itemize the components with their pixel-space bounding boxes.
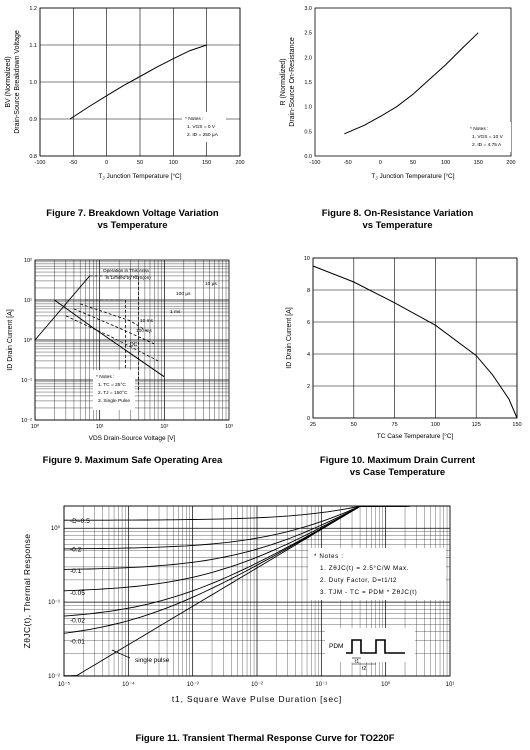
figure-7-svg <box>0 0 265 200</box>
y-axis-label: ID Drain Current [A] <box>286 307 293 369</box>
x-tick-label: 10⁰ <box>381 682 391 688</box>
y-tick-label: 10¹ <box>24 298 32 304</box>
y-tick-label: 10⁰ <box>50 526 60 533</box>
x-tick-label: -50 <box>343 160 352 166</box>
notes-title: * Notes : <box>96 375 115 380</box>
y-tick-label: 4 <box>306 352 310 358</box>
notes-line-2: 2. TJ = 150°C <box>98 391 128 396</box>
figure-8 <box>265 0 530 240</box>
x-label-part: Junction Temperature [°C] <box>104 173 182 180</box>
x-tick-label: -100 <box>309 160 321 166</box>
y-tick-label: 10⁻² <box>48 674 60 680</box>
y-tick-label: 2 <box>306 384 310 390</box>
y-tick-label: 0.8 <box>29 154 37 160</box>
y-tick-label: 10 <box>303 256 310 262</box>
figure-10-svg <box>265 250 530 450</box>
y-tick-label: 8 <box>306 288 310 294</box>
y-tick-label: 6 <box>306 320 310 326</box>
notes-line-1: 1. VGS = 0 V <box>187 125 216 130</box>
figure-10-caption-line1: Figure 10. Maximum Drain Current <box>319 455 476 466</box>
y-axis-label <box>5 56 12 107</box>
curve-label: -D=0.5 <box>70 517 90 525</box>
x-tick-label: 150 <box>202 160 212 166</box>
figure-8-caption <box>265 208 530 232</box>
figure-9-caption <box>0 455 265 467</box>
notes-title: * Notes : <box>470 127 489 132</box>
y-tick-label: 10² <box>24 258 32 264</box>
figure-7-caption-line1: Figure 7. Breakdown Voltage Variation <box>46 208 219 219</box>
x-tick-label: 75 <box>391 422 398 428</box>
x-tick-label: 10⁻⁵ <box>57 682 71 688</box>
x-tick-label: 10⁻³ <box>186 682 199 688</box>
x-tick-label: 150 <box>512 422 522 428</box>
y-label-part: (Normalized) <box>280 58 287 101</box>
figure-7-caption-line2: vs Temperature <box>97 220 168 231</box>
figure-11-caption <box>0 733 530 745</box>
x-tick-label: 10⁻¹ <box>315 682 328 688</box>
x-axis-label <box>371 172 454 181</box>
notes-line-1: 1. VGS = 10 V <box>472 135 503 140</box>
x-axis-label: t1, Square Wave Pulse Duration [sec] <box>171 694 343 704</box>
y-axis-label-line2: Drain-Source On-Resistance <box>289 37 296 127</box>
pulse-label-t1: t1 <box>355 659 360 665</box>
y-tick-label: 0 <box>306 416 310 422</box>
x-tick-label: 100 <box>168 160 178 166</box>
curve-label: -0.01 <box>70 638 85 646</box>
y-tick-label: 0.5 <box>304 129 312 136</box>
figure-8-caption-line1: Figure 8. On-Resistance Variation <box>321 208 474 219</box>
y-label-part: BV <box>5 98 12 108</box>
x-axis-label <box>98 172 181 181</box>
label-100us: 100 μs <box>176 292 191 297</box>
figure-10-caption <box>265 455 530 479</box>
x-label-sub: J <box>102 175 105 181</box>
figure-7 <box>0 0 265 240</box>
y-axis-label <box>280 58 287 105</box>
y-tick-label: 1.0 <box>304 104 312 111</box>
x-tick-label: 50 <box>136 160 144 166</box>
x-tick-label: 50 <box>409 160 417 166</box>
x-tick-label: 10² <box>160 424 169 430</box>
y-tick-label: 0.0 <box>304 154 312 160</box>
y-tick-label: 1.2 <box>29 6 37 12</box>
y-label-part: (Normalized) <box>5 56 12 99</box>
y-tick-label: 10⁻² <box>21 418 32 424</box>
x-label-part: T <box>98 173 103 180</box>
label-dc: DC <box>130 342 138 348</box>
curve-label: -0.02 <box>70 617 85 625</box>
x-tick-label: 10¹ <box>95 424 104 430</box>
x-tick-label: 10¹ <box>445 682 455 688</box>
notes-line-2: 2. ID = 4.75 A <box>472 143 502 148</box>
x-axis-label: VDS Drain-Source Voltage [V] <box>88 435 176 442</box>
figure-7-caption <box>0 208 265 232</box>
x-tick-label: 100 <box>430 422 440 428</box>
curve-label: -0.05 <box>70 589 85 597</box>
soa-curve <box>74 309 154 344</box>
x-tick-label: 10⁻⁴ <box>122 682 135 688</box>
data-line <box>344 33 478 134</box>
pulse-label-pdm: PDM <box>329 643 344 650</box>
notes-title: * Notes : <box>314 553 344 560</box>
plot-frame <box>313 258 517 418</box>
curve-label: -0.2 <box>70 546 82 554</box>
y-label-part: R <box>280 100 287 106</box>
notes-line-1: 1. TC = 25°C <box>98 383 126 388</box>
figure-9-caption-line1: Figure 9. Maximum Safe Operating Area <box>42 455 223 466</box>
notes-line-1: 1. ZθJC(t) = 2.5°C/W Max. <box>320 565 410 572</box>
label-10us: 10 μs <box>205 282 217 287</box>
y-tick-label: 2.0 <box>304 55 312 62</box>
single-pulse-leader <box>112 650 130 658</box>
notes-title: * Notes : <box>185 117 204 122</box>
y-tick-label: 1.1 <box>29 43 37 49</box>
y-tick-label: 1.5 <box>304 80 312 86</box>
figure-8-svg <box>265 0 530 200</box>
y-tick-label: 0.9 <box>29 117 37 123</box>
x-tick-label: 200 <box>506 160 516 166</box>
annotation-operation: Operation in This Area <box>103 268 149 273</box>
notes-line-3: 3. Single Pulse <box>98 399 130 404</box>
label-100ms: 100 ms <box>136 329 152 334</box>
x-tick-label: -100 <box>34 160 46 166</box>
x-tick-label: 10⁰ <box>30 424 40 430</box>
x-label-part: T <box>371 173 376 180</box>
y-tick-label: 1.0 <box>29 80 37 86</box>
x-tick-label: 150 <box>473 160 483 166</box>
x-tick-label: 100 <box>441 160 451 166</box>
notes-line-2: 2. ID = 250 μA <box>187 133 218 138</box>
x-tick-label: 50 <box>350 422 357 428</box>
y-tick-label: 10⁻¹ <box>48 600 60 607</box>
y-tick-label: 10⁻¹ <box>21 378 32 384</box>
notes-line-3: 3. TJM - TC = PDM * ZθJC(t) <box>320 589 418 596</box>
figure-11-caption-line1: Figure 11. Transient Thermal Response Curve for TO220F <box>135 733 395 744</box>
y-tick-label: 10⁰ <box>23 338 32 344</box>
curve-label-single-pulse: single pulse <box>135 657 170 664</box>
figure-9 <box>0 250 265 475</box>
notes-line-2: 2. Duty Factor, D=t1/t2 <box>320 577 397 584</box>
x-tick-label: 10⁻² <box>251 682 263 688</box>
y-axis-label: ZθJC(t), Thermal Response <box>22 533 32 649</box>
annotation-limited: is Limited by RDS(on) <box>106 275 151 280</box>
y-axis-label: ID Drain Current [A] <box>7 309 14 371</box>
y-tick-label: 3.0 <box>304 6 312 12</box>
pulse-label-t2: t2 <box>362 666 367 672</box>
x-tick-label: 10³ <box>225 424 233 430</box>
x-label-part: Junction Temperature [°C] <box>377 173 455 180</box>
x-tick-label: 125 <box>471 422 481 428</box>
y-axis-label-line2: Drain-Source Breakdown Voltage <box>14 30 21 134</box>
x-tick-label: 0 <box>378 160 382 166</box>
x-tick-label: 0 <box>105 160 109 166</box>
x-tick-label: 25 <box>309 422 317 428</box>
soa-curve <box>55 300 165 377</box>
rds-limit-line <box>35 276 90 340</box>
figure-11 <box>0 490 530 750</box>
y-tick-label: 2.5 <box>304 30 312 37</box>
figure-11-svg <box>0 490 530 722</box>
curve-label: -0.1 <box>70 567 82 575</box>
x-label-sub: J <box>375 175 378 181</box>
x-tick-label: 200 <box>235 160 245 166</box>
x-tick-label: -50 <box>69 160 78 166</box>
figure-10 <box>265 250 530 480</box>
data-line <box>313 266 517 418</box>
label-10ms: 10 ms <box>140 319 154 324</box>
figure-8-caption-line2: vs Temperature <box>362 220 433 231</box>
x-axis-label: TC Case Temperature [°C] <box>376 433 454 440</box>
label-1ms: 1 ms <box>170 310 181 315</box>
figure-10-caption-line2: vs Case Temperature <box>349 467 446 478</box>
figure-9-svg <box>0 250 265 450</box>
